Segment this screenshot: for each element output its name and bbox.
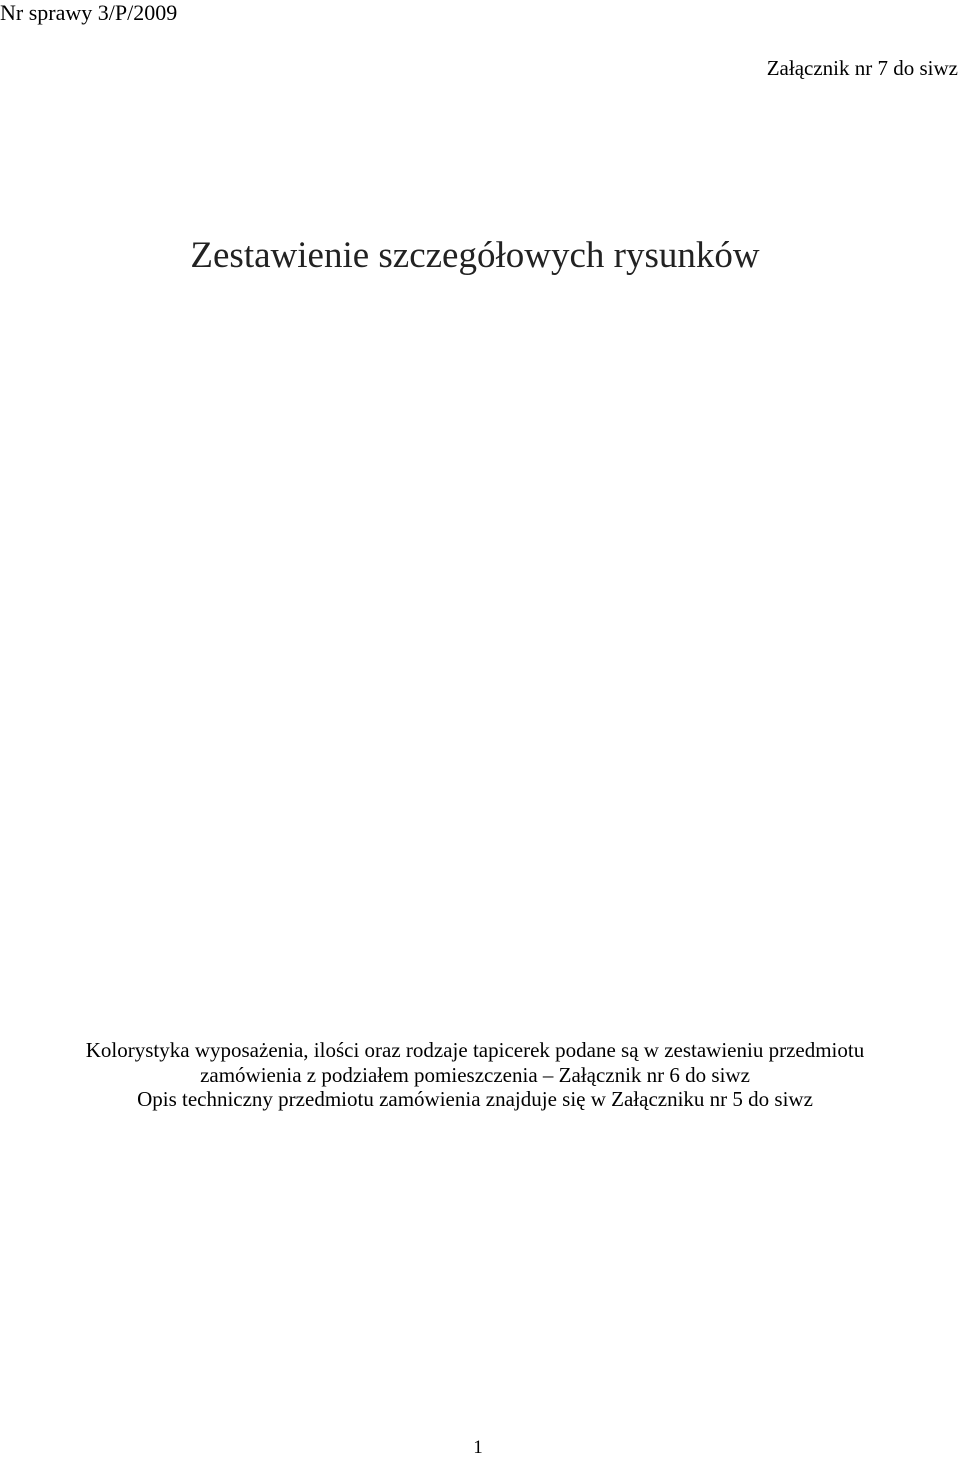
description-line: Kolorystyka wyposażenia, ilości oraz rodzaje tapicerek podane są w zestawieniu przedmiotu <box>85 1038 865 1062</box>
document-title: Zestawienie szczegółowych rysunków <box>190 235 760 276</box>
page-number: 1 <box>473 1437 483 1458</box>
description-line: Opis techniczny przedmiotu zamówienia znajduje się w Załączniku nr 5 do siwz <box>137 1087 813 1111</box>
case-number: Nr sprawy 3/P/2009 <box>0 0 178 25</box>
description-paragraph <box>0 1038 960 1112</box>
attachment-label: Załącznik nr 7 do siwz <box>766 56 958 80</box>
description-line: zamówienia z podziałem pomieszczenia – Załącznik nr 6 do siwz <box>200 1062 750 1087</box>
